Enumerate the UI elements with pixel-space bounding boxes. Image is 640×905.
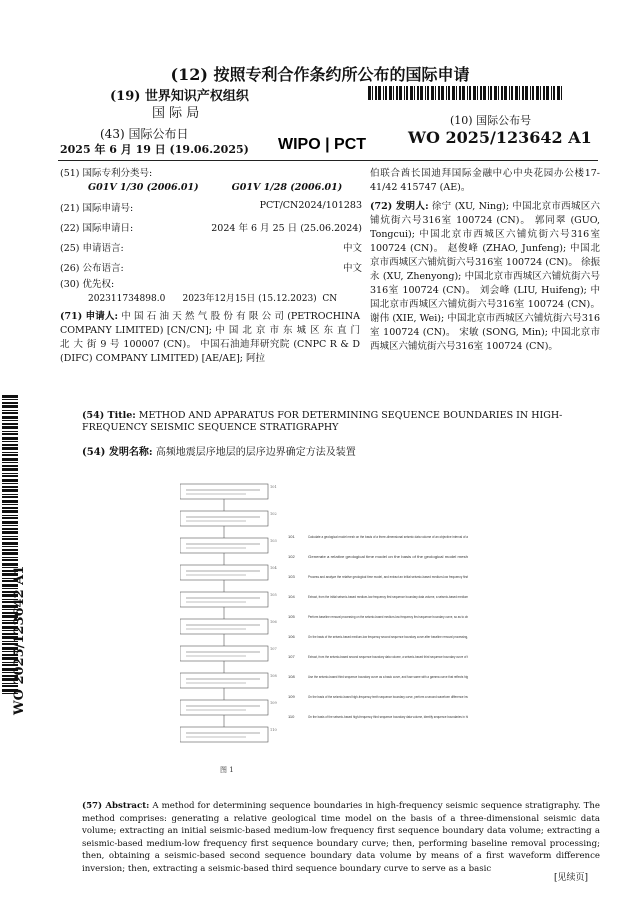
title-zh-label: (54) 发明名称:	[82, 447, 153, 458]
barcode-bar	[438, 86, 440, 100]
ipc-value: G01V 1/30 (2006.01) G01V 1/28 (2006.01)	[88, 182, 343, 193]
barcode-bar	[417, 86, 419, 100]
barcode-bar	[532, 86, 534, 100]
title-zh-text: 高频地震层序地层的层序边界确定方法及装置	[155, 447, 356, 458]
barcode-bar	[511, 86, 513, 100]
flowchart-step-box	[180, 700, 268, 715]
title-en-text: METHOD AND APPARATUS FOR DETERMINING SEQUENCE BOUNDARIES IN HIGH-FREQUENCY SEISMIC SEQUENCE STRATIGRAPHY	[82, 410, 563, 433]
priority-value: 202311734898.0 2023年12月15日 (15.12.2023) CN	[88, 294, 338, 304]
barcode-bar	[2, 465, 18, 467]
barcode-bar	[2, 462, 18, 463]
barcode-bar	[378, 86, 381, 100]
barcode-bar	[498, 86, 499, 100]
barcode-bar	[553, 86, 555, 100]
side-publication-number: WO 2025/123642 A1	[12, 565, 27, 715]
ipc-label: (51) 国际专利分类号:	[60, 168, 153, 179]
barcode-bar	[368, 86, 371, 100]
application-number-label: (21) 国际申请号:	[60, 203, 134, 214]
priority-label: (30) 优先权:	[60, 279, 115, 290]
barcode-bar	[2, 420, 18, 421]
barcode-bar	[477, 86, 478, 100]
title-chinese	[82, 443, 356, 458]
barcode-bar	[488, 86, 489, 100]
publication-language-row	[60, 260, 362, 274]
application-number-value: PCT/CN2024/101283	[259, 200, 362, 211]
step-number: 106	[288, 634, 295, 639]
inventor-block	[370, 200, 600, 354]
flowchart-step-box	[180, 646, 268, 661]
barcode-bar	[504, 86, 507, 100]
continued-note: [见续页]	[554, 873, 589, 883]
filing-language-value: 中文	[342, 243, 362, 254]
barcode-bar	[441, 86, 444, 100]
barcode-bar	[525, 86, 528, 100]
barcode-bar	[515, 86, 518, 100]
applicant-text: 中 国 石 油 天 然 气 股 份 有 限 公 司 (PETROCHINA COMPANY LIMITED) [CN/CN]; 中 国 北 京 市 东 城 区 东 直 门 北 大 街 9 号 100007 (CN)。 中国石油迪拜研究院 (CNPC R & D (DIFC) COMPANY LIMITED) [AE/AE]; 阿拉	[60, 311, 360, 364]
flowchart-step-ref: 103	[270, 539, 277, 543]
barcode-bar	[2, 399, 18, 400]
barcode-bar	[2, 431, 18, 432]
flowchart-step-box	[180, 484, 268, 499]
abstract	[82, 800, 600, 875]
step-description: Extract, from the seismic-based second sequence boundary data volume, a seismic-based third sequence boundary curve of t	[308, 655, 469, 659]
flowchart-figure	[180, 480, 600, 780]
barcode-bar	[2, 475, 18, 477]
barcode-bar	[501, 86, 503, 100]
flowchart-step-box	[180, 619, 268, 634]
barcode-bar	[452, 86, 455, 100]
applicant-label: (71) 申请人:	[60, 311, 119, 322]
barcode-bar	[2, 473, 18, 474]
step-number: 105	[288, 614, 295, 619]
barcode-bar	[372, 86, 373, 100]
barcode-bar	[431, 86, 434, 100]
barcode-bar	[490, 86, 492, 100]
barcode-bar	[2, 483, 18, 484]
barcode-bar	[375, 86, 377, 100]
applicant-block	[60, 310, 360, 366]
barcode-bar	[543, 86, 545, 100]
barcode-bar	[414, 86, 415, 100]
step-number: 102	[288, 554, 295, 559]
barcode-bar	[385, 86, 387, 100]
flowchart-step-ref: 108	[270, 674, 277, 678]
filing-date-row	[60, 220, 362, 234]
abstract-label: (57) Abstract:	[82, 801, 150, 811]
barcode-bar	[2, 510, 18, 513]
barcode-bar	[2, 423, 18, 425]
barcode-bar	[2, 437, 18, 440]
step-number: 108	[288, 674, 295, 679]
barcode-bar	[456, 86, 457, 100]
flowchart-step-ref: 101	[270, 485, 277, 489]
step-description: Perform baseline removal processing on the seismic-based medium-low frequency first sequence boundary curve, so as to ob	[308, 615, 468, 619]
step-description: Process and analyze the relative geological time model, and extract an initial seismic-based medium-low frequency first	[308, 575, 468, 579]
publication-number-label: (10) 国际公布号	[450, 114, 532, 127]
step-number: 110	[288, 714, 295, 719]
publication-language-value: 中文	[342, 263, 362, 274]
step-description: On the basis of the seismic-based high-frequency tenth sequence boundary curve, perform a second waveform difference inv	[308, 695, 469, 699]
flowchart-step-ref: 104	[270, 566, 277, 570]
publication-number: WO 2025/123642 A1	[408, 128, 592, 147]
barcode-bar	[2, 454, 18, 456]
step-description: Generate a relative geological time model on the basis of the geological model mesh	[308, 555, 468, 559]
barcode-bar	[2, 402, 18, 404]
barcode-bar	[522, 86, 524, 100]
flowchart-step-box	[180, 538, 268, 553]
filing-language-label: (25) 申请语言:	[60, 243, 124, 254]
bureau-name: 国 际 局	[152, 106, 200, 121]
barcode-bar	[446, 86, 447, 100]
barcode-bar	[427, 86, 429, 100]
barcode-bar	[448, 86, 450, 100]
barcode-bar	[2, 507, 18, 509]
barcode-bar	[406, 86, 408, 100]
inventor-label: (72) 发明人:	[370, 201, 429, 212]
barcode-bar	[396, 86, 398, 100]
barcode-bar	[536, 86, 539, 100]
barcode-bar	[469, 86, 471, 100]
barcode-bar	[2, 410, 18, 411]
step-number: 109	[288, 694, 295, 699]
barcode-bar	[2, 405, 18, 408]
flowchart-step-ref: 102	[270, 512, 277, 516]
flowchart-step-ref: 110	[270, 728, 277, 732]
applicant-continued: 伯联合酋长国迪拜国际金融中心中央花园办公楼17-41/42 415747 (AE)。	[370, 168, 600, 193]
flowchart-step-box	[180, 727, 268, 742]
step-number: 104	[288, 594, 295, 599]
barcode-bar	[2, 489, 18, 492]
document-title: (12) 按照专利合作条约所公布的国际申请	[170, 65, 470, 84]
abstract-text: A method for determining sequence boundaries in high-frequency seismic sequence stratigraphy. The method comprises: generating a relative geological time model on the basis of a three-dimensional seismic data volume; extracting an initial seismic-based medium-low frequency first sequence boundary data volume; extracting a seismic-based medium-low frequency first sequence boundary curve; then, performing baseline removal processing; then, obtaining a seismic-based second sequence boundary data volume by means of a first waveform difference inversion; then, extracting a seismic-based third sequence boundary curve to serve as a basic	[82, 801, 600, 874]
barcode-bar	[399, 86, 402, 100]
barcode-bar	[435, 86, 436, 100]
organization-name: (19) 世界知识产权组织	[110, 89, 249, 104]
barcode-bar	[494, 86, 497, 100]
publication-date-value: 2025 年 6 月 19 日 (19.06.2025)	[60, 143, 249, 156]
barcode-bar	[557, 86, 560, 100]
step-description: On the basis of the seismic-based high-frequency third sequence boundary data volume, identify sequence boundaries in hi	[308, 715, 469, 719]
barcode-top	[368, 86, 564, 100]
barcode-bar	[2, 486, 18, 488]
step-number: 103	[288, 574, 295, 579]
filing-date-label: (22) 国际申请日:	[60, 223, 134, 234]
step-description: Calculate a geological model mesh on the basis of a three-dimensional seismic data volume of an objective interval of a	[308, 535, 468, 539]
barcode-bar	[425, 86, 426, 100]
application-number-row	[60, 200, 362, 214]
barcode-bar	[2, 433, 18, 435]
publication-language-label: (26) 公布语言:	[60, 263, 124, 274]
barcode-bar	[509, 86, 510, 100]
title-en-label: (54) Title:	[82, 410, 136, 421]
barcode-bar	[530, 86, 531, 100]
filing-date-value: 2024 年 6 月 25 日 (25.06.2024)	[211, 223, 362, 234]
barcode-bar	[404, 86, 405, 100]
barcode-bar	[2, 468, 18, 471]
title-english	[82, 410, 600, 434]
publication-date-label: (43) 国际公布日	[100, 127, 189, 141]
barcode-bar	[2, 494, 18, 495]
barcode-bar	[2, 500, 18, 503]
barcode-bar	[393, 86, 394, 100]
flowchart-step-box	[180, 592, 268, 607]
flowchart-step-ref: 109	[270, 701, 277, 705]
flowchart-step-ref: 105	[270, 593, 277, 597]
barcode-bar	[480, 86, 482, 100]
barcode-bar	[2, 458, 18, 461]
figure-caption: 图 1	[220, 766, 234, 774]
barcode-bar	[2, 416, 18, 419]
barcode-bar	[561, 86, 562, 100]
barcode-bar	[389, 86, 392, 100]
inventor-text: 徐宁 (XU, Ning); 中国北京市西城区六铺炕街六号316室 100724 (CN)。 郭同翠 (GUO, Tongcui); 中国北京市西城区六铺炕街六号316室 100724 (CN)。 赵俊峰 (ZHAO, Junfeng); 中国北京市西城区六铺炕街六号316室 100724 (CN)。 徐振永 (XU, Zhenyong); 中国北京市西城区六铺炕街六号316室 100724 (CN)。 刘会峰 (LIU, Huifeng); 中国北京市西城区六铺炕街六号316室 100724 (CN)。 谢伟 (XIE, Wei); 中国北京市西城区六铺炕街六号316室 100724 (CN)。 宋敏 (SONG, Min); 中国北京市西城区六铺炕街六号316室 100724 (CN)。	[370, 201, 600, 352]
flowchart-step-box	[180, 673, 268, 688]
step-number: 107	[288, 654, 295, 659]
barcode-bar	[551, 86, 552, 100]
barcode-bar	[2, 496, 18, 498]
barcode-bar	[473, 86, 476, 100]
flowchart-step-ref: 106	[270, 620, 277, 624]
flowchart-step-ref: 107	[270, 647, 277, 651]
barcode-bar	[483, 86, 486, 100]
step-description: Use the seismic-based third sequence boundary curve as a basic curve, and fuse same with a gamma curve that reflects hig	[308, 675, 468, 679]
barcode-bar	[2, 426, 18, 429]
barcode-bar	[410, 86, 413, 100]
step-description: On the basis of the seismic-based medium-low frequency second sequence boundary curve after baseline removal processing,	[308, 635, 468, 639]
barcode-bar	[2, 479, 18, 482]
filing-language-row	[60, 240, 362, 254]
barcode-bar	[2, 441, 18, 442]
barcode-bar	[2, 395, 18, 398]
barcode-bar	[540, 86, 541, 100]
barcode-bar	[2, 447, 18, 450]
barcode-bar	[462, 86, 465, 100]
step-number: 101	[288, 534, 295, 539]
barcode-bar	[467, 86, 468, 100]
barcode-bar	[420, 86, 423, 100]
header-divider	[58, 160, 598, 161]
flowchart-step-box	[180, 511, 268, 526]
barcode-bar	[2, 504, 18, 505]
barcode-bar	[459, 86, 461, 100]
wipo-pct-logo	[278, 130, 373, 154]
step-description: Extract, from the initial seismic-based medium-low frequency first sequence boundary data volume, a seismic-based medium	[308, 595, 469, 599]
barcode-bar	[519, 86, 520, 100]
logo-text: WIPO | PCT	[278, 136, 367, 153]
barcode-bar	[2, 412, 18, 414]
barcode-bar	[546, 86, 549, 100]
barcode-bar	[2, 444, 18, 446]
barcode-bar	[2, 452, 18, 453]
barcode-bar	[383, 86, 384, 100]
flowchart-step-box	[180, 565, 268, 580]
